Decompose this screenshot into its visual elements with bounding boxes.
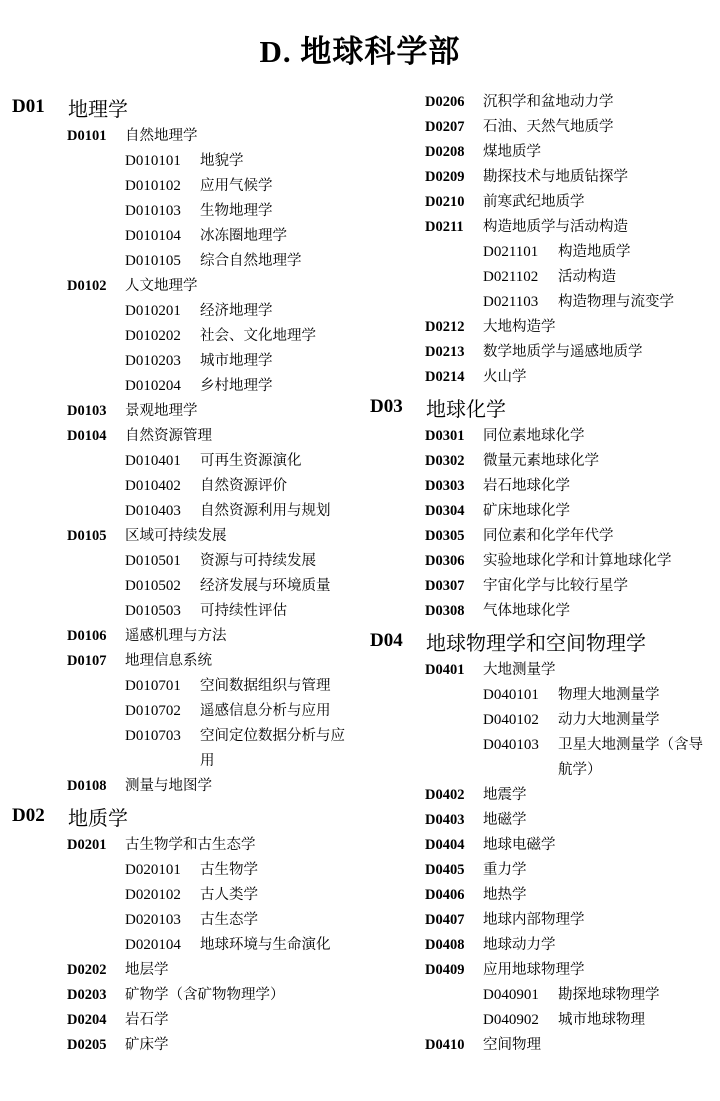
discipline-name: 乡村地理学 [200, 378, 273, 394]
subfield-item [12, 724, 362, 774]
classification-code: D0204 [67, 1012, 107, 1028]
classification-code: D0205 [67, 1037, 107, 1053]
classification-code: D040902 [483, 1012, 539, 1028]
classification-code: D03 [370, 396, 403, 417]
subfield-item [12, 449, 362, 474]
subfield-item [12, 349, 362, 374]
discipline-name: 卫星大地测量学（含导航学） [558, 737, 703, 778]
subject-item [370, 658, 715, 683]
discipline-name: 资源与可持续发展 [200, 553, 316, 569]
subject-item [370, 549, 715, 574]
discipline-name: 勘探地球物理学 [558, 987, 660, 1003]
subfield-item [12, 599, 362, 624]
classification-code: D021102 [483, 269, 539, 285]
classification-code: D010104 [125, 228, 181, 244]
classification-code: D010401 [125, 453, 181, 469]
subfield-item [12, 549, 362, 574]
discipline-name: 测量与地图学 [125, 778, 212, 794]
subject-item [12, 774, 362, 799]
discipline-name: 沉积学和盆地动力学 [483, 94, 614, 110]
classification-code: D010503 [125, 603, 181, 619]
section-heading [12, 799, 362, 833]
subject-item [370, 783, 715, 808]
classification-code: D0403 [425, 812, 465, 828]
subfield-item [12, 374, 362, 399]
discipline-name: 地热学 [483, 887, 527, 903]
discipline-name: 石油、天然气地质学 [483, 119, 614, 135]
classification-code: D0108 [67, 778, 107, 794]
discipline-name: 矿床学 [125, 1037, 169, 1053]
discipline-name: 物理大地测量学 [558, 687, 660, 703]
discipline-name: 自然资源利用与规划 [200, 503, 331, 519]
classification-code: D010502 [125, 578, 181, 594]
subfield-item [370, 290, 715, 315]
classification-code: D0206 [425, 94, 465, 110]
classification-code: D0102 [67, 278, 107, 294]
classification-code: D0408 [425, 937, 465, 953]
discipline-name: 煤地质学 [483, 144, 541, 160]
subject-item [370, 833, 715, 858]
subject-item [12, 524, 362, 549]
discipline-name: 地理学 [68, 96, 128, 121]
discipline-name: 微量元素地球化学 [483, 453, 599, 469]
classification-code: D0410 [425, 1037, 465, 1053]
subject-item [12, 124, 362, 149]
discipline-name: 古生态学 [200, 912, 258, 928]
subject-item [370, 215, 715, 240]
subject-item [370, 499, 715, 524]
classification-code: D0209 [425, 169, 465, 185]
subfield-item [12, 224, 362, 249]
classification-code: D0211 [425, 219, 464, 235]
classification-code: D0305 [425, 528, 465, 544]
discipline-name: 动力大地测量学 [558, 712, 660, 728]
discipline-name: 自然地理学 [125, 128, 198, 144]
discipline-name: 大地测量学 [483, 662, 556, 678]
subfield-item [12, 324, 362, 349]
classification-code: D0303 [425, 478, 465, 494]
classification-code: D020104 [125, 937, 181, 953]
discipline-name: 勘探技术与地质钻探学 [483, 169, 628, 185]
classification-code: D010203 [125, 353, 181, 369]
subject-item [12, 833, 362, 858]
classification-code: D0401 [425, 662, 465, 678]
classification-code: D0308 [425, 603, 465, 619]
discipline-name: 可持续性评估 [200, 603, 287, 619]
left-column [12, 90, 362, 1058]
discipline-name: 空间定位数据分析与应用 [200, 728, 345, 769]
discipline-name: 地质学 [68, 805, 128, 830]
classification-code: D0404 [425, 837, 465, 853]
discipline-name: 人文地理学 [125, 278, 198, 294]
classification-code: D0213 [425, 344, 465, 360]
subject-item [370, 190, 715, 215]
discipline-name: 应用地球物理学 [483, 962, 585, 978]
subject-item [370, 340, 715, 365]
discipline-name: 同位素和化学年代学 [483, 528, 614, 544]
classification-code: D010103 [125, 203, 181, 219]
subfield-item [370, 733, 715, 783]
subject-item [12, 649, 362, 674]
classification-code: D040103 [483, 737, 539, 753]
classification-code: D0302 [425, 453, 465, 469]
discipline-name: 城市地理学 [200, 353, 273, 369]
classification-code: D01 [12, 96, 45, 117]
subfield-item [370, 265, 715, 290]
section-heading [12, 90, 362, 124]
subfield-item [12, 674, 362, 699]
discipline-name: 经济发展与环境质量 [200, 578, 331, 594]
classification-code: D010501 [125, 553, 181, 569]
subject-item [370, 165, 715, 190]
classification-code: D021101 [483, 244, 539, 260]
discipline-name: 数学地质学与遥感地质学 [483, 344, 643, 360]
classification-code: D010204 [125, 378, 181, 394]
subject-item [12, 399, 362, 424]
classification-code: D0306 [425, 553, 465, 569]
discipline-name: 景观地理学 [125, 403, 198, 419]
classification-code: D0407 [425, 912, 465, 928]
discipline-name: 区域可持续发展 [125, 528, 227, 544]
classification-code: D0402 [425, 787, 465, 803]
discipline-name: 岩石地球化学 [483, 478, 570, 494]
subject-item [12, 1008, 362, 1033]
discipline-name: 地球环境与生命演化 [200, 937, 331, 953]
discipline-name: 遥感机理与方法 [125, 628, 227, 644]
discipline-name: 城市地球物理 [558, 1012, 645, 1028]
discipline-name: 古生物学和古生态学 [125, 837, 256, 853]
discipline-name: 古生物学 [200, 862, 258, 878]
discipline-name: 古人类学 [200, 887, 258, 903]
classification-code: D0406 [425, 887, 465, 903]
classification-code: D020102 [125, 887, 181, 903]
classification-code: D010403 [125, 503, 181, 519]
discipline-name: 冰冻圈地理学 [200, 228, 287, 244]
subfield-item [12, 474, 362, 499]
subject-item [370, 574, 715, 599]
subject-item [12, 424, 362, 449]
discipline-name: 构造物理与流变学 [558, 294, 674, 310]
discipline-name: 活动构造 [558, 269, 616, 285]
subject-item [12, 274, 362, 299]
discipline-name: 经济地理学 [200, 303, 273, 319]
discipline-name: 火山学 [483, 369, 527, 385]
classification-code: D0307 [425, 578, 465, 594]
subject-item [370, 315, 715, 340]
subject-item [370, 365, 715, 390]
subject-item [370, 524, 715, 549]
subfield-item [12, 149, 362, 174]
subfield-item [370, 240, 715, 265]
classification-code: D010202 [125, 328, 181, 344]
subject-item [370, 908, 715, 933]
subfield-item [370, 708, 715, 733]
discipline-name: 应用气候学 [200, 178, 273, 194]
subfield-item [12, 299, 362, 324]
subfield-item [12, 883, 362, 908]
subject-item [370, 424, 715, 449]
classification-code: D0405 [425, 862, 465, 878]
discipline-name: 地层学 [125, 962, 169, 978]
discipline-name: 前寒武纪地质学 [483, 194, 585, 210]
classification-code: D0208 [425, 144, 465, 160]
subject-item [370, 883, 715, 908]
subject-item [370, 449, 715, 474]
subject-item [12, 983, 362, 1008]
classification-code: D0304 [425, 503, 465, 519]
discipline-name: 空间数据组织与管理 [200, 678, 331, 694]
page-title: D. 地球科学部 [259, 34, 461, 69]
discipline-name: 地磁学 [483, 812, 527, 828]
discipline-name: 空间物理 [483, 1037, 541, 1053]
discipline-name: 可再生资源演化 [200, 453, 302, 469]
classification-code: D0301 [425, 428, 465, 444]
classification-code: D0214 [425, 369, 465, 385]
subject-item [370, 958, 715, 983]
discipline-name: 矿物学（含矿物物理学） [125, 987, 285, 1003]
discipline-name: 矿床地球化学 [483, 503, 570, 519]
subfield-item [12, 499, 362, 524]
classification-code: D0409 [425, 962, 465, 978]
discipline-name: 地球内部物理学 [483, 912, 585, 928]
discipline-name: 地理信息系统 [125, 653, 212, 669]
classification-code: D0203 [67, 987, 107, 1003]
classification-code: D010703 [125, 728, 181, 744]
discipline-name: 同位素地球化学 [483, 428, 585, 444]
subject-item [12, 958, 362, 983]
classification-code: D0212 [425, 319, 465, 335]
subfield-item [370, 983, 715, 1008]
classification-code: D010201 [125, 303, 181, 319]
subject-item [370, 1033, 715, 1058]
classification-code: D010701 [125, 678, 181, 694]
classification-code: D010105 [125, 253, 181, 269]
discipline-name: 地球电磁学 [483, 837, 556, 853]
classification-code: D0101 [67, 128, 107, 144]
discipline-name: 地球物理学和空间物理学 [426, 630, 646, 655]
subfield-item [12, 174, 362, 199]
discipline-name: 宇宙化学与比较行星学 [483, 578, 628, 594]
classification-code: D0105 [67, 528, 107, 544]
right-column [370, 90, 715, 1058]
discipline-name: 地貌学 [200, 153, 244, 169]
classification-code: D0104 [67, 428, 107, 444]
classification-code: D02 [12, 805, 45, 826]
classification-code: D021103 [483, 294, 539, 310]
classification-code: D010102 [125, 178, 181, 194]
classification-code: D0103 [67, 403, 107, 419]
subject-item [370, 474, 715, 499]
discipline-name: 综合自然地理学 [200, 253, 302, 269]
discipline-name: 地球化学 [426, 396, 506, 421]
subfield-item [12, 933, 362, 958]
subfield-item [370, 683, 715, 708]
subfield-item [12, 574, 362, 599]
classification-code: D040101 [483, 687, 539, 703]
discipline-name: 构造地质学与活动构造 [483, 219, 628, 235]
subfield-item [12, 908, 362, 933]
subfield-item [12, 699, 362, 724]
classification-code: D0201 [67, 837, 107, 853]
discipline-name: 地球动力学 [483, 937, 556, 953]
subject-item [370, 115, 715, 140]
discipline-name: 重力学 [483, 862, 527, 878]
subject-item [12, 1033, 362, 1058]
discipline-name: 社会、文化地理学 [200, 328, 316, 344]
classification-code: D04 [370, 630, 403, 651]
subfield-item [370, 1008, 715, 1033]
subject-item [370, 858, 715, 883]
classification-code: D0207 [425, 119, 465, 135]
classification-code: D020103 [125, 912, 181, 928]
discipline-name: 气体地球化学 [483, 603, 570, 619]
discipline-name: 生物地理学 [200, 203, 273, 219]
subject-item [12, 624, 362, 649]
discipline-name: 构造地质学 [558, 244, 631, 260]
classification-code: D040901 [483, 987, 539, 1003]
classification-code: D0202 [67, 962, 107, 978]
subject-item [370, 90, 715, 115]
classification-code: D020101 [125, 862, 181, 878]
discipline-name: 大地构造学 [483, 319, 556, 335]
discipline-name: 岩石学 [125, 1012, 169, 1028]
discipline-name: 地震学 [483, 787, 527, 803]
subject-item [370, 140, 715, 165]
discipline-name: 自然资源管理 [125, 428, 212, 444]
section-heading [370, 624, 715, 658]
classification-code: D0107 [67, 653, 107, 669]
section-heading [370, 390, 715, 424]
subject-item [370, 808, 715, 833]
classification-code: D010702 [125, 703, 181, 719]
classification-code: D0210 [425, 194, 465, 210]
discipline-name: 自然资源评价 [200, 478, 287, 494]
classification-code: D040102 [483, 712, 539, 728]
discipline-name: 实验地球化学和计算地球化学 [483, 553, 672, 569]
subject-item [370, 599, 715, 624]
subfield-item [12, 858, 362, 883]
subject-item [370, 933, 715, 958]
subfield-item [12, 249, 362, 274]
subfield-item [12, 199, 362, 224]
classification-code: D010101 [125, 153, 181, 169]
classification-code: D010402 [125, 478, 181, 494]
classification-code: D0106 [67, 628, 107, 644]
discipline-name: 遥感信息分析与应用 [200, 703, 331, 719]
